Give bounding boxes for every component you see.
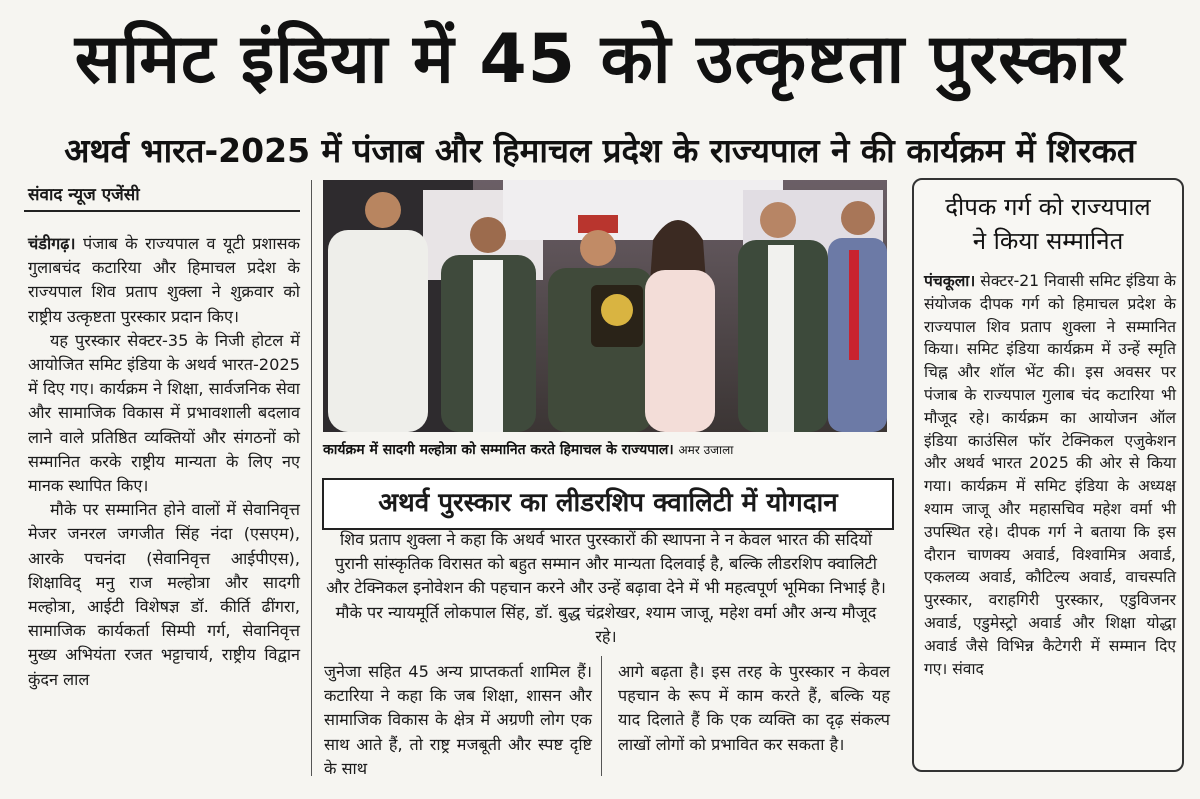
- side-story-title-line-2: ने किया सम्मानित: [972, 227, 1124, 255]
- column-divider-left: [311, 180, 312, 776]
- dateline-chandigarh: चंडीगढ़।: [28, 234, 76, 253]
- column-divider-center: [601, 656, 602, 776]
- photo-caption-text: कार्यक्रम में सादगी मल्होत्रा को सम्मानित करते हिमाचल के राज्यपाल।: [323, 442, 674, 458]
- next-story-edge: [0, 786, 1200, 799]
- side-story-text: सेक्टर-21 निवासी समिट इंडिया के संयोजक दीपक गर्ग को हिमाचल प्रदेश के राज्यपाल शिव प्रताप शुक्ला ने सम्मानित किया। समिट इंडिया कार्यक्रम में उन्हें स्मृति चिह्न और शॉल भेंट की। इस अवसर पर पंजाब के राज्यपाल गुलाब चंद कटारिया भी मौजूद रहे। कार्यक्रम का आयोजन ऑल इंडिया काउंसिल फॉर टेक्निकल एजुकेशन और अथर्व भारत 2025 की ओर से किया गया। कार्यक्रम में समिट इंडिया के अध्यक्ष श्याम जाजू और महासचिव महेश वर्मा भी उपस्थित रहे। दीपक गर्ग ने बताया कि इस दौरान चाणक्य अवार्ड, विश्वामित्र अवार्ड, एकलव्य अवार्ड, कौटिल्य अवार्ड, वाचस्पति पुरस्कार, वराहगिरी पुरस्कार, एडुविजनर अवार्ड, एडुमेस्ट्रो अवार्ड और शिक्षा योद्धा अवार्ड जैसे विभिन्न कैटेगरी में सम्मान दिए गए। संवाद: [924, 272, 1176, 678]
- side-story-title-line-1: दीपक गर्ग को राज्यपाल: [945, 193, 1151, 221]
- dateline-panchkula: पंचकूला।: [924, 272, 976, 290]
- left-paragraph-1: [28, 232, 300, 329]
- photo-caption: [323, 436, 887, 464]
- left-column: [28, 232, 300, 692]
- photo-illustration: [323, 180, 887, 432]
- center-story-title: अथर्व पुरस्कार का लीडरशिप क्वालिटी में योगदान: [322, 478, 894, 530]
- byline: संवाद न्यूज एजेंसी: [28, 185, 140, 205]
- photo-credit: अमर उजाला: [678, 443, 734, 457]
- side-story-title: [914, 190, 1182, 258]
- award-ceremony-photo: [323, 180, 887, 432]
- left-paragraph-1-text: पंजाब के राज्यपाल व यूटी प्रशासक गुलाबचंद कटारिया और हिमाचल प्रदेश के राज्यपाल शिव प्रताप शुक्ला ने शुक्रवार को राष्ट्रीय उत्कृष्टता पुरस्कार प्रदान किए।: [28, 234, 300, 326]
- left-paragraph-2: यह पुरस्कार सेक्टर-35 के निजी होटल में आयोजित समिट इंडिया के अथर्व भारत-2025 में दिए गए। कार्यक्रम ने शिक्षा, सार्वजनिक सेवा और सामाजिक विकास में प्रभावशाली बदलाव लाने वाले प्रतिष्ठित व्यक्तियों और संगठनों को सम्मानित करके राष्ट्रीय मान्यता के लिए नए मानक स्थापित किए।: [28, 330, 300, 496]
- side-story-box: [912, 178, 1184, 772]
- center-story-intro: शिव प्रताप शुक्ला ने कहा कि अथर्व भारत पुरस्कारों की स्थापना ने न केवल भारत की सदियों पुरानी सांस्कृतिक विरासत को बहुत सम्मान और मान्यता दिलवाई है, बल्कि लीडरशिप क्वालिटी और टेक्निकल इनोवेशन की पहचान करने और उन्हें बढ़ावा देने में भी महत्वपूर्ण भूमिका निभाई है। मौके पर न्यायमूर्ति लोकपाल सिंह, डॉ. बुद्ध चंद्रशेखर, श्याम जाजू, महेश वर्मा और अन्य मौजूद रहे।: [326, 530, 886, 646]
- headline: समिट इंडिया में 45 को उत्कृष्टता पुरस्कार: [74, 20, 1126, 99]
- center-story-column-2: आगे बढ़ता है। इस तरह के पुरस्कार न केवल पहचान के रूप में काम करते हैं, बल्कि यह याद दिलाते हैं कि एक व्यक्ति का दृढ़ संकल्प लाखों लोगों को प्रभावित कर सकता है।: [618, 662, 890, 754]
- left-paragraph-3: मौके पर सम्मानित होने वालों में सेवानिवृत्त मेजर जनरल जगजीत सिंह नंदा (एसएम), आरके पचनंदा (सेवानिवृत्त आईपीएस), शिक्षाविद् मनु राज मल्होत्रा और सादगी मल्होत्रा, आईटी विशेषज्ञ डॉ. कीर्ति ढींगरा, सामाजिक कार्यकर्ता सिम्पी गर्ग, सेवानिवृत्त मुख्य अभियंता रजत भट्टाचार्य, राष्ट्रीय विद्वान कुंदन लाल: [28, 500, 300, 689]
- center-story-column-1: जुनेजा सहित 45 अन्य प्राप्तकर्ता शामिल हैं। कटारिया ने कहा कि जब शिक्षा, शासन और सामाजिक विकास के क्षेत्र में अग्रणी लोग एक साथ आते हैं, तो राष्ट्र मजबूती और स्पष्ट दृष्टि के साथ: [324, 662, 592, 778]
- side-story-body: [924, 270, 1176, 680]
- byline-rule: [24, 210, 300, 212]
- subheadline: अथर्व भारत-2025 में पंजाब और हिमाचल प्रदेश के राज्यपाल ने की कार्यक्रम में शिरकत: [64, 131, 1136, 170]
